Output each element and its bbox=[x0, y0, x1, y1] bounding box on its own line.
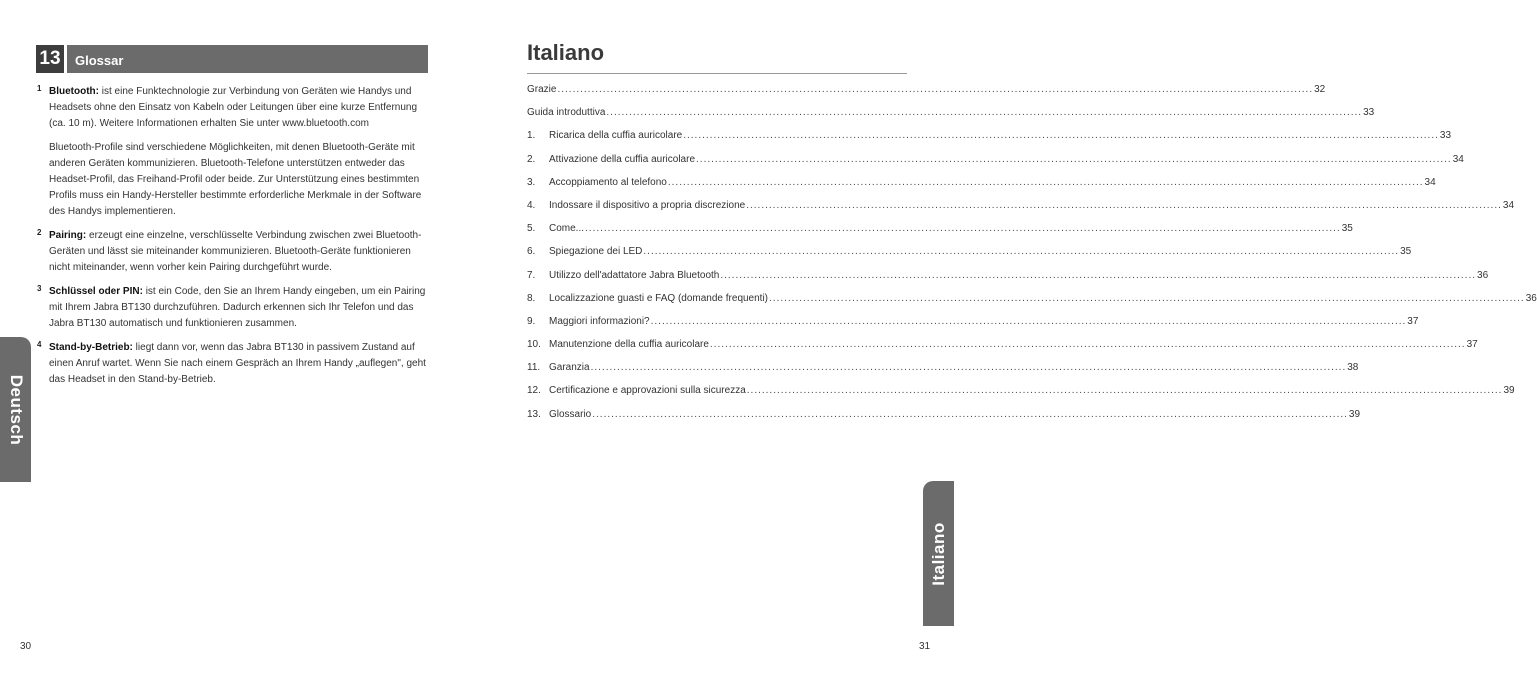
language-tab-deutsch bbox=[0, 337, 31, 482]
glossary-term: Stand-by-Betrieb: bbox=[49, 342, 133, 353]
glossary-text: erzeugt eine einzelne, verschlüsselte Verbindung zwischen zwei Bluetooth-Geräten und lässt sie miteinander kommunizieren. Bluetooth-Geräte funktionieren nicht miteinander, wenn vorher kein Pairing durchgeführt wurde. bbox=[49, 230, 422, 273]
toc-leader: ........................................................................................................................................................................................................ bbox=[709, 339, 1466, 351]
toc-number: 5. bbox=[527, 223, 536, 235]
toc-page: 34 bbox=[1502, 199, 1515, 211]
toc-row[interactable] bbox=[527, 130, 1452, 153]
chapter-number: 13 bbox=[36, 45, 64, 73]
glossary-term: Bluetooth: bbox=[49, 86, 99, 97]
toc-leader: ........................................................................................................................................................................................................ bbox=[746, 385, 1503, 397]
toc-row[interactable] bbox=[527, 408, 1361, 432]
toc-label: Grazie bbox=[527, 84, 557, 95]
glossary-definition bbox=[49, 284, 428, 332]
toc-page: 39 bbox=[1348, 408, 1361, 420]
toc-number: 10. bbox=[527, 339, 541, 351]
language-tab-label: Italiano bbox=[928, 521, 948, 586]
toc-leader: ........................................................................................................................................................................................................ bbox=[746, 199, 1502, 211]
toc-label: Ricarica della cuffia auricolare bbox=[549, 130, 683, 142]
chapter-title: Glossar bbox=[75, 52, 124, 68]
toc-label: Maggiori informazioni? bbox=[549, 315, 650, 327]
toc-leader: ........................................................................................................................................................................................................ bbox=[590, 362, 1347, 374]
toc-leader: ........................................................................................................................................................................................................ bbox=[667, 176, 1424, 188]
toc-number: 4. bbox=[527, 199, 536, 211]
toc-label: Certificazione e approvazioni sulla sicurezza bbox=[549, 385, 746, 397]
toc-page: 38 bbox=[1347, 362, 1359, 374]
glossary-definition bbox=[49, 340, 428, 388]
glossary-text: ist ein Code, den Sie an Ihrem Handy eingeben, um ein Pairing mit Ihrem Jabra BT130 durchzuführen. Dadurch erkennen sich Ihr Telefon und das Jabra BT130 automatisch und funktionieren zusammen. bbox=[49, 286, 426, 329]
glossary-entry-standby bbox=[36, 340, 428, 388]
toc-row[interactable] bbox=[527, 199, 1515, 223]
toc-page: 35 bbox=[1341, 223, 1353, 235]
toc-leader: ........................................................................................................................................................................................................ bbox=[643, 246, 1400, 258]
language-tab-label: Deutsch bbox=[6, 374, 26, 445]
glossary-text: ist eine Funktechnologie zur Verbindung von Geräten wie Handys und Headsets ohne den Einsatz von Kabeln oder Leitungen über eine kurze Entfernung (ca. 10 m). Weitere Informationen erhalten Sie unter www.bluetooth.com bbox=[49, 86, 418, 129]
glossary-entry-pin bbox=[36, 284, 428, 332]
toc-number: 3. bbox=[527, 176, 536, 188]
footnote-marker: 2 bbox=[37, 228, 42, 237]
toc-row[interactable] bbox=[527, 246, 1412, 269]
toc-page: 33 bbox=[1363, 107, 1375, 119]
toc-leader: ........................................................................................................................................................................................................ bbox=[585, 223, 1341, 235]
footnote-marker: 1 bbox=[37, 84, 42, 93]
toc-row[interactable] bbox=[527, 269, 1489, 293]
toc-page: 33 bbox=[1439, 130, 1452, 142]
footnote-marker: 4 bbox=[37, 340, 42, 349]
toc-number: 8. bbox=[527, 292, 536, 304]
toc-number: 6. bbox=[527, 246, 536, 258]
toc-leader: ........................................................................................................................................................................................................ bbox=[696, 153, 1452, 165]
toc-row[interactable] bbox=[527, 84, 1326, 107]
page-title: Italiano bbox=[527, 40, 605, 65]
glossary-entry-pairing bbox=[36, 228, 428, 276]
toc-leader: ........................................................................................................................................................................................................ bbox=[592, 408, 1348, 420]
toc-label: Guida introduttiva bbox=[527, 107, 606, 119]
toc-number: 13. bbox=[527, 408, 541, 420]
toc-row[interactable] bbox=[527, 153, 1464, 177]
toc-row[interactable] bbox=[527, 362, 1359, 385]
toc-page: 37 bbox=[1466, 339, 1478, 351]
toc-label: Accoppiamento al telefono bbox=[549, 176, 667, 188]
toc-number: 11. bbox=[527, 362, 541, 374]
chapter-header bbox=[36, 45, 428, 73]
toc-page: 35 bbox=[1400, 246, 1412, 258]
toc-number: 12. bbox=[527, 385, 541, 397]
toc-page: 36 bbox=[1477, 269, 1489, 281]
toc-label: Utilizzo dell'adattatore Jabra Bluetooth bbox=[549, 269, 720, 281]
table-of-contents bbox=[527, 84, 1537, 432]
toc-page: 39 bbox=[1503, 385, 1515, 397]
glossary bbox=[36, 84, 428, 396]
toc-row[interactable] bbox=[527, 315, 1419, 339]
toc-label: Come... bbox=[549, 223, 585, 235]
glossary-definition bbox=[49, 228, 428, 276]
toc-leader: ........................................................................................................................................................................................................ bbox=[720, 269, 1477, 281]
toc-label: Attivazione della cuffia auricolare bbox=[549, 153, 696, 165]
page-number-left: 30 bbox=[20, 641, 32, 652]
glossary-extra: Bluetooth-Profile sind verschiedene Möglichkeiten, mit denen Bluetooth-Geräte mit anderen Geräten kommunizieren. Bluetooth-Telefone unterstützen entweder das Headset-Profil, das Freihand-Profil oder beide. Zur Unterstützung eines bestimmten Profils muss ein Handy-Hersteller bestimmte erforderliche Merkmale in der Software des Handys implementieren. bbox=[49, 142, 422, 217]
language-tab-italiano bbox=[923, 481, 954, 626]
toc-label: Glossario bbox=[549, 408, 592, 420]
toc-row[interactable] bbox=[527, 176, 1436, 200]
toc-leader: ........................................................................................................................................................................................................ bbox=[606, 107, 1363, 119]
toc-row[interactable] bbox=[527, 385, 1515, 408]
toc-page: 34 bbox=[1424, 176, 1436, 188]
toc-row[interactable] bbox=[527, 223, 1353, 246]
page-number-right: 31 bbox=[919, 641, 931, 652]
toc-label: Localizzazione guasti e FAQ (domande frequenti) bbox=[549, 292, 769, 304]
toc-row[interactable] bbox=[527, 107, 1375, 130]
toc-leader: ........................................................................................................................................................................................................ bbox=[769, 292, 1525, 304]
glossary-text: liegt dann vor, wenn das Jabra BT130 in passivem Zustand auf einen Anruf wartet. Wenn Sie nach einem Gespräch an Ihrem Handy „auflegen", geht das Headset in den Stand-by-Betrieb. bbox=[49, 342, 426, 385]
toc-number: 2. bbox=[527, 153, 536, 165]
toc-page: 32 bbox=[1314, 84, 1326, 95]
title-divider bbox=[527, 73, 907, 74]
toc-leader: ........................................................................................................................................................................................................ bbox=[683, 130, 1439, 142]
toc-leader: ........................................................................................................................................................................................................ bbox=[557, 84, 1314, 95]
toc-label: Garanzia bbox=[549, 362, 590, 374]
toc-label: Manutenzione della cuffia auricolare bbox=[549, 339, 709, 351]
toc-leader: ........................................................................................................................................................................................................ bbox=[650, 315, 1407, 327]
toc-label: Indossare il dispositivo a propria discrezione bbox=[549, 199, 746, 211]
toc-number: 7. bbox=[527, 269, 536, 281]
toc-row[interactable] bbox=[527, 292, 1537, 316]
toc-page: 36 bbox=[1525, 292, 1537, 304]
toc-row[interactable] bbox=[527, 339, 1478, 362]
glossary-term: Pairing: bbox=[49, 230, 87, 241]
toc-number: 1. bbox=[527, 130, 536, 142]
glossary-entry-bluetooth bbox=[36, 84, 428, 220]
glossary-term: Schlüssel oder PIN: bbox=[49, 286, 143, 297]
footnote-marker: 3 bbox=[37, 284, 42, 293]
glossary-definition bbox=[49, 84, 428, 132]
toc-page: 34 bbox=[1452, 153, 1464, 165]
toc-number: 9. bbox=[527, 315, 536, 327]
toc-label: Spiegazione dei LED bbox=[549, 246, 643, 258]
toc-page: 37 bbox=[1407, 315, 1419, 327]
